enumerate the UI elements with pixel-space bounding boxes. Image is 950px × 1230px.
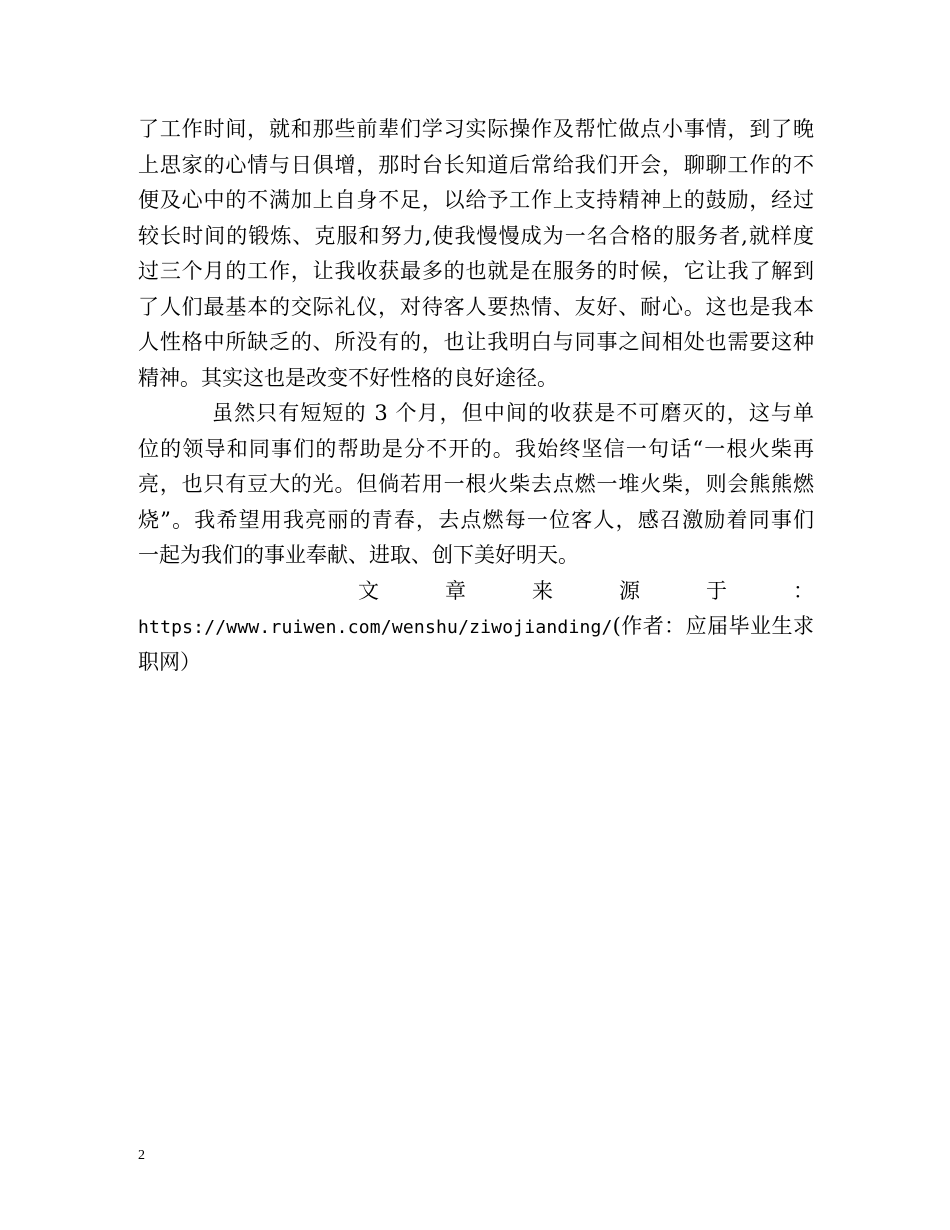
document-body (138, 112, 814, 680)
source-author: (作者：应届毕业生求 (612, 614, 814, 638)
text-line: 上思家的心情与日俱增，那时台长知道后常给我们开会，聊聊工作的不 (138, 152, 814, 177)
source-label-char: 于 (706, 578, 727, 603)
source-author-tail: 职网） (138, 649, 201, 674)
source-attribution (138, 574, 814, 681)
source-label-char: 文 (358, 578, 379, 603)
source-label-char: 源 (619, 578, 640, 603)
source-label-char: 来 (532, 578, 553, 603)
text-line: 较长时间的锻炼、克服和努力,使我慢慢成为一名合格的服务者,就样度 (138, 223, 814, 248)
source-label-char: 章 (445, 578, 466, 603)
text-line: 一起为我们的事业奉献、进取、创下美好明天。 (138, 543, 579, 567)
source-label (138, 574, 814, 610)
text-line: 亮，也只有豆大的光。但倘若用一根火柴去点燃一堆火柴，则会熊熊燃 (138, 472, 814, 496)
text-line: 精神。其实这也是改变不好性格的良好途径。 (138, 365, 558, 390)
paragraph-1 (138, 112, 814, 396)
text-line: 位的领导和同事们的帮助是分不开的。我始终坚信一句话“一根火柴再 (138, 436, 814, 461)
text-line: 过三个月的工作，让我收获最多的也就是在服务的时候，它让我了解到 (138, 259, 814, 283)
text-line: 了工作时间，就和那些前辈们学习实际操作及帮忙做点小事情，到了晚 (138, 117, 814, 141)
page-number: 2 (138, 1148, 145, 1163)
paragraph-2 (138, 396, 814, 574)
text-line: 人性格中所缺乏的、所没有的，也让我明白与同事之间相处也需要这种 (138, 330, 814, 354)
source-line (138, 609, 814, 645)
text-line: 便及心中的不满加上自身不足，以给予工作上支持精神上的鼓励，经过 (138, 188, 814, 212)
text-line: 了人们最基本的交际礼仪，对待客人要热情、友好、耐心。这也是我本 (138, 294, 814, 319)
source-label-char: ： (793, 578, 814, 603)
text-line: 烧”。我希望用我亮丽的青春，去点燃每一位客人，感召激励着同事们 (138, 507, 814, 532)
source-url-link[interactable]: https://www.ruiwen.com/wenshu/ziwojianding/ (138, 617, 613, 638)
text-line: 虽然只有短短的 3 个月，但中间的收获是不可磨灭的，这与单 (212, 401, 814, 425)
